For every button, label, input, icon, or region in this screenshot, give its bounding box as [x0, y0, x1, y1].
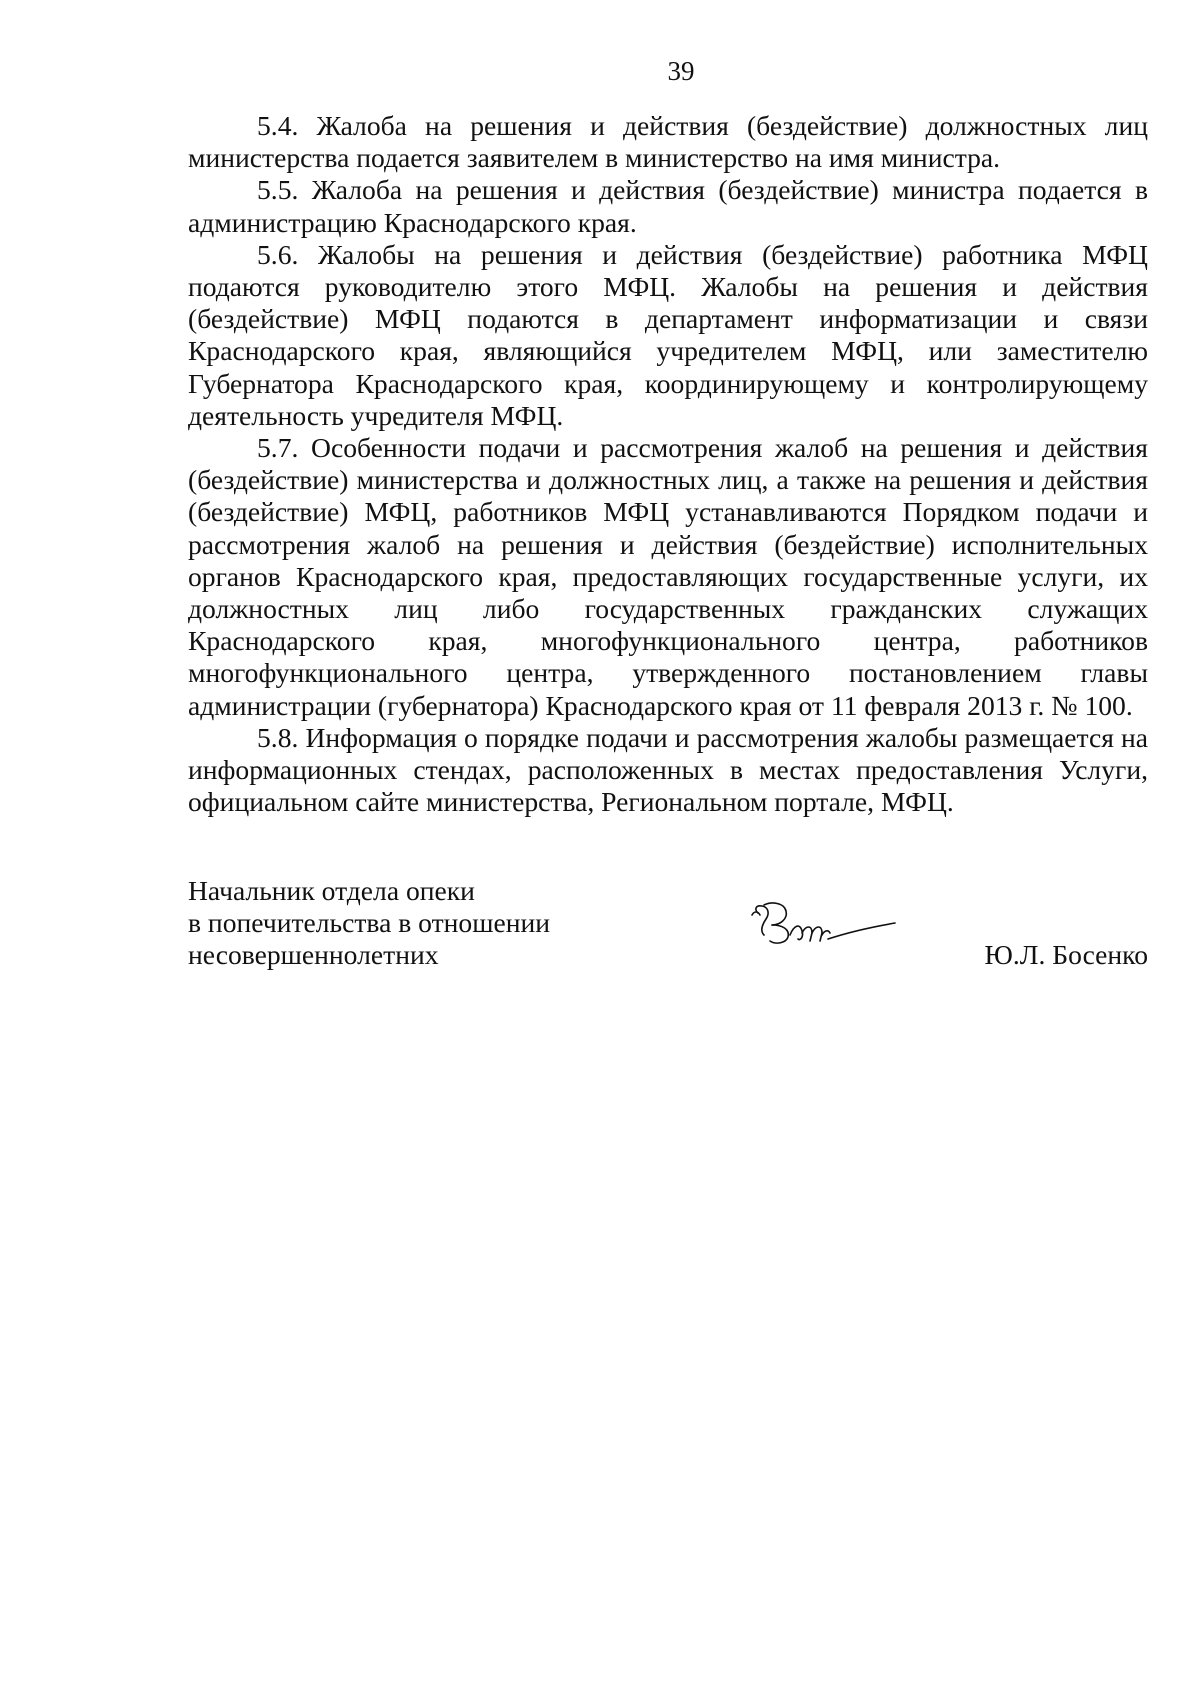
paragraph-5-7: 5.7. Особенности подачи и рассмотрения жалоб на решения и действия (бездействие) министерства и должностных лиц, а также на решения и действия (бездействие) МФЦ, работников МФЦ устанавливаются Порядком подачи и рассмотрения жалоб на решения и действия (бездействие) исполнительных органов Краснодарского края, предоставляющих государственные услуги, их должностных лиц либо государственных гражданских служащих Краснодарского края, многофункционального центра, работников многофункционального центра, утвержденного постановлением главы администрации (губернатора) Краснодарского края от 11 февраля 2013 г. № 100. [188, 432, 1148, 721]
signer-position-line: в попечительства в отношении [188, 907, 551, 939]
paragraph-5-5: 5.5. Жалоба на решения и действия (бездействие) министра подается в администрацию Краснодарского края. [188, 174, 1148, 238]
document-body [188, 110, 1148, 818]
handwritten-signature-icon [750, 895, 900, 955]
signer-position-line: несовершеннолетних [188, 939, 439, 971]
paragraph-5-6: 5.6. Жалобы на решения и действия (бездействие) работника МФЦ подаются руководителю этого МФЦ. Жалобы на решения и действия (бездействие) МФЦ подаются в департамент информатизации и связи Краснодарского края, являющийся учредителем МФЦ, или заместителю Губернатора Краснодарского края, координирующему и контролирующему деятельность учредителя МФЦ. [188, 238, 1148, 431]
signature-block [188, 875, 1148, 995]
paragraph-5-8: 5.8. Информация о порядке подачи и рассмотрения жалобы размещается на информационных стендах, расположенных в местах предоставления Услуги, официальном сайте министерства, Региональном портале, МФЦ. [188, 721, 1148, 818]
paragraph-5-4: 5.4. Жалоба на решения и действия (бездействие) должностных лиц министерства подается заявителем в министерство на имя министра. [188, 110, 1148, 174]
page-number: 39 [667, 56, 695, 86]
signer-name: Ю.Л. Босенко [984, 939, 1148, 970]
signer-position-line: Начальник отдела опеки [188, 875, 475, 906]
signer-position [188, 875, 550, 972]
